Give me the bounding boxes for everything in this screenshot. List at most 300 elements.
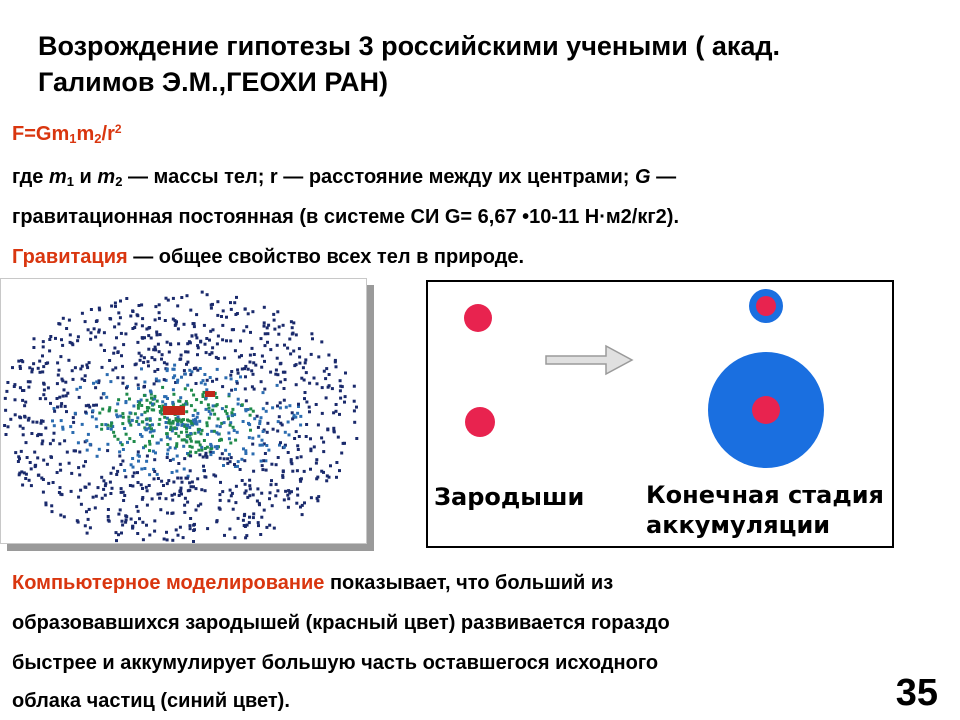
particle	[58, 323, 61, 326]
particle	[63, 515, 66, 518]
particle	[19, 386, 22, 389]
slide-title-line1: Возрождение гипотезы 3 российскими учеными ( акад.	[38, 31, 780, 61]
particle	[34, 464, 37, 467]
particle	[248, 423, 251, 426]
particle	[178, 400, 181, 403]
particle	[19, 365, 22, 368]
particle	[171, 539, 174, 542]
particle	[137, 407, 140, 410]
particle	[9, 418, 12, 421]
particle	[236, 368, 239, 371]
gravity-formula	[12, 122, 122, 146]
particle	[96, 455, 99, 458]
particle	[141, 487, 144, 490]
simulation-image	[0, 278, 367, 544]
particle	[209, 330, 212, 333]
particle	[51, 510, 54, 513]
particle	[122, 376, 125, 379]
particle	[205, 351, 208, 354]
particle	[320, 436, 323, 439]
particle	[195, 382, 198, 385]
particle	[288, 338, 291, 341]
particle	[284, 378, 287, 381]
particle	[291, 470, 294, 473]
particle	[85, 439, 88, 442]
particle	[200, 449, 203, 452]
particle	[132, 310, 135, 313]
particle	[42, 345, 45, 348]
particle	[7, 425, 10, 428]
particle	[5, 433, 8, 436]
particle	[203, 373, 206, 376]
particle	[313, 445, 316, 448]
particle	[41, 370, 44, 373]
particle	[294, 416, 297, 419]
particle	[214, 445, 217, 448]
particle	[305, 401, 308, 404]
particle	[171, 401, 174, 404]
particle	[170, 425, 173, 428]
particle	[161, 386, 164, 389]
particle	[290, 460, 293, 463]
particle	[355, 406, 358, 409]
particle	[136, 471, 139, 474]
particle	[200, 401, 203, 404]
particle	[77, 466, 80, 469]
particle	[151, 356, 154, 359]
particle	[167, 299, 170, 302]
particle	[320, 340, 323, 343]
particle	[195, 336, 198, 339]
particle	[244, 365, 247, 368]
particle	[117, 311, 120, 314]
particle	[331, 387, 334, 390]
particle	[303, 470, 306, 473]
particle	[121, 520, 124, 523]
particle	[339, 379, 342, 382]
particle	[213, 430, 216, 433]
particle	[251, 347, 254, 350]
particle	[76, 519, 79, 522]
particle	[170, 512, 173, 515]
particle	[225, 405, 228, 408]
particle	[98, 329, 101, 332]
particle	[58, 491, 61, 494]
particle	[136, 341, 139, 344]
particle	[146, 504, 149, 507]
particle	[166, 538, 169, 541]
particle	[150, 391, 153, 394]
particle	[153, 477, 156, 480]
particle	[196, 416, 199, 419]
particle	[77, 441, 80, 444]
particle	[136, 313, 139, 316]
particle	[148, 473, 151, 476]
particle	[242, 519, 245, 522]
particle	[183, 468, 186, 471]
particle	[313, 377, 316, 380]
particle	[132, 466, 135, 469]
particle	[195, 313, 198, 316]
particle	[77, 335, 80, 338]
particle	[6, 381, 9, 384]
particle	[92, 382, 95, 385]
particle	[100, 476, 103, 479]
particle	[225, 316, 228, 319]
particle	[183, 323, 186, 326]
particle	[131, 475, 134, 478]
particle	[172, 376, 175, 379]
particle	[225, 339, 228, 342]
particle	[322, 450, 325, 453]
particle	[104, 494, 107, 497]
particle	[154, 305, 157, 308]
particle	[158, 405, 161, 408]
particle	[335, 365, 338, 368]
particle	[230, 370, 233, 373]
particle	[18, 473, 21, 476]
particle	[257, 426, 260, 429]
particle	[171, 368, 174, 371]
particle	[89, 338, 92, 341]
particle	[208, 417, 211, 420]
particle	[320, 470, 323, 473]
particle	[71, 431, 74, 434]
particle	[231, 414, 234, 417]
particle	[285, 406, 288, 409]
particle	[94, 386, 97, 389]
particle	[195, 487, 198, 490]
particle	[23, 471, 26, 474]
particle	[159, 410, 162, 413]
particle	[195, 398, 198, 401]
particle	[190, 485, 193, 488]
particle	[167, 479, 170, 482]
particle	[61, 378, 64, 381]
particle	[81, 365, 84, 368]
gravity-term: Гравитация	[12, 246, 128, 268]
particle	[58, 396, 61, 399]
particle	[138, 455, 141, 458]
particle	[51, 419, 54, 422]
particle	[239, 468, 242, 471]
particle	[114, 366, 117, 369]
particle	[118, 455, 121, 458]
particle	[135, 505, 138, 508]
particle	[103, 349, 106, 352]
particle	[71, 369, 74, 372]
particle	[252, 373, 255, 376]
particle	[165, 426, 168, 429]
particle	[244, 452, 247, 455]
particle	[153, 382, 156, 385]
particle	[50, 504, 53, 507]
particle	[204, 447, 207, 450]
particle	[153, 530, 156, 533]
label-embryos: Зародыши	[434, 483, 585, 511]
particle	[228, 453, 231, 456]
particle	[298, 362, 301, 365]
particle	[295, 502, 298, 505]
particle	[186, 424, 189, 427]
particle	[189, 309, 192, 312]
def-s2: 2	[115, 174, 123, 189]
particle	[230, 411, 233, 414]
particle	[108, 359, 111, 362]
particle	[98, 448, 101, 451]
particle	[166, 341, 169, 344]
particle	[230, 456, 233, 459]
particle	[200, 488, 203, 491]
particle	[14, 413, 17, 416]
particle	[217, 433, 220, 436]
particle	[211, 409, 214, 412]
particle	[27, 386, 30, 389]
particle	[270, 483, 273, 486]
particle	[215, 404, 218, 407]
particle	[42, 365, 45, 368]
particle	[129, 315, 132, 318]
particle	[189, 527, 192, 530]
particle	[43, 383, 46, 386]
particle	[282, 324, 285, 327]
particle	[53, 432, 56, 435]
particle	[220, 315, 223, 318]
particle	[56, 397, 59, 400]
particle	[215, 356, 218, 359]
particle	[233, 463, 236, 466]
particle	[263, 360, 266, 363]
particle	[75, 388, 78, 391]
particle	[186, 294, 189, 297]
particle	[283, 344, 286, 347]
particle	[109, 425, 112, 428]
particle	[115, 531, 118, 534]
particle	[41, 354, 44, 357]
def-pre: где	[12, 166, 49, 188]
particle	[53, 424, 56, 427]
slide-title	[38, 28, 938, 100]
particle	[217, 417, 220, 420]
particle	[59, 355, 62, 358]
particle	[146, 399, 149, 402]
particle	[158, 418, 161, 421]
particle	[265, 469, 268, 472]
particle	[94, 506, 97, 509]
particle	[171, 494, 174, 497]
particle	[296, 412, 299, 415]
particle	[338, 413, 341, 416]
particle	[232, 508, 235, 511]
particle	[180, 477, 183, 480]
particle	[176, 477, 179, 480]
particle	[295, 333, 298, 336]
particle	[23, 404, 26, 407]
particle	[263, 509, 266, 512]
particle	[124, 332, 127, 335]
particle	[46, 463, 49, 466]
particle	[265, 526, 268, 529]
particle	[230, 494, 233, 497]
particle	[81, 423, 84, 426]
particle	[133, 326, 136, 329]
particle	[244, 483, 247, 486]
particle	[353, 385, 356, 388]
particle	[128, 437, 131, 440]
particle	[266, 422, 269, 425]
particle	[154, 318, 157, 321]
particle	[205, 337, 208, 340]
particle	[183, 457, 186, 460]
particle	[172, 393, 175, 396]
particle	[181, 481, 184, 484]
particle	[121, 524, 124, 527]
particle	[228, 437, 231, 440]
particle	[219, 499, 222, 502]
def-m1: m	[48, 166, 67, 188]
particle	[204, 489, 207, 492]
particle	[316, 382, 319, 385]
particle	[177, 534, 180, 537]
particle	[137, 423, 140, 426]
particle	[149, 431, 152, 434]
particle	[296, 444, 299, 447]
particle	[65, 394, 68, 397]
particle	[277, 420, 280, 423]
particle	[281, 423, 284, 426]
particle	[32, 421, 35, 424]
particle	[110, 472, 113, 475]
particle	[166, 397, 169, 400]
particle	[197, 441, 200, 444]
particle	[71, 342, 74, 345]
particle	[223, 534, 226, 537]
particle	[325, 367, 328, 370]
particle	[201, 291, 204, 294]
particle	[343, 401, 346, 404]
particle	[153, 429, 156, 432]
particle	[269, 348, 272, 351]
particle	[344, 372, 347, 375]
particle	[101, 366, 104, 369]
particle	[81, 378, 84, 381]
particle	[248, 521, 251, 524]
particle	[33, 337, 36, 340]
slide-title-line2: Галимов Э.М.,ГЕОХИ РАН)	[38, 67, 388, 97]
particle	[78, 396, 81, 399]
particle	[80, 503, 83, 506]
particle	[148, 443, 151, 446]
particle	[59, 486, 62, 489]
particle	[186, 384, 189, 387]
particle	[115, 473, 118, 476]
particle	[202, 379, 205, 382]
particle	[163, 378, 166, 381]
particle	[263, 321, 266, 324]
particle	[328, 476, 331, 479]
particle	[286, 347, 289, 350]
particle	[86, 449, 89, 452]
particle	[59, 514, 62, 517]
particle	[317, 423, 320, 426]
label-final-stage-2: аккумуляции	[646, 511, 831, 539]
particle	[334, 359, 337, 362]
particle	[258, 502, 261, 505]
particle	[221, 452, 224, 455]
particle	[241, 479, 244, 482]
particle	[189, 451, 192, 454]
particle	[260, 337, 263, 340]
particle	[108, 408, 111, 411]
particle	[204, 343, 207, 346]
particle	[128, 420, 131, 423]
particle	[19, 425, 22, 428]
particle	[42, 393, 45, 396]
particle	[310, 353, 313, 356]
particle	[252, 493, 255, 496]
particle	[65, 410, 68, 413]
particle	[305, 435, 308, 438]
particle	[41, 442, 44, 445]
particle	[84, 524, 87, 527]
particle	[266, 402, 269, 405]
particle	[192, 529, 195, 532]
particle	[88, 483, 91, 486]
particle	[120, 487, 123, 490]
particle	[140, 354, 143, 357]
particle	[195, 420, 198, 423]
particle	[218, 507, 221, 510]
particle	[95, 380, 98, 383]
particle	[119, 508, 122, 511]
particle	[177, 462, 180, 465]
particle	[297, 448, 300, 451]
particle	[206, 433, 209, 436]
particle	[92, 496, 95, 499]
particle	[202, 465, 205, 468]
particle	[148, 534, 151, 537]
particle	[90, 331, 93, 334]
particle	[145, 460, 148, 463]
particle	[163, 416, 166, 419]
particle	[189, 373, 192, 376]
particle	[44, 502, 47, 505]
particle	[326, 428, 329, 431]
particle	[278, 415, 281, 418]
particle	[97, 486, 100, 489]
conclusion-term: Компьютерное моделирование	[12, 572, 325, 594]
particle	[172, 318, 175, 321]
particle	[261, 464, 264, 467]
accumulation-diagram	[426, 280, 894, 548]
particle	[259, 533, 262, 536]
particle	[84, 411, 87, 414]
particle	[56, 471, 59, 474]
particle	[60, 419, 63, 422]
particle	[228, 393, 231, 396]
particle	[341, 385, 344, 388]
particle	[195, 509, 198, 512]
particle	[194, 367, 197, 370]
particle	[120, 332, 123, 335]
particle	[339, 389, 342, 392]
particle	[159, 333, 162, 336]
particle	[186, 342, 189, 345]
particle	[203, 475, 206, 478]
particle	[229, 442, 232, 445]
particle	[194, 409, 197, 412]
particle	[260, 460, 263, 463]
